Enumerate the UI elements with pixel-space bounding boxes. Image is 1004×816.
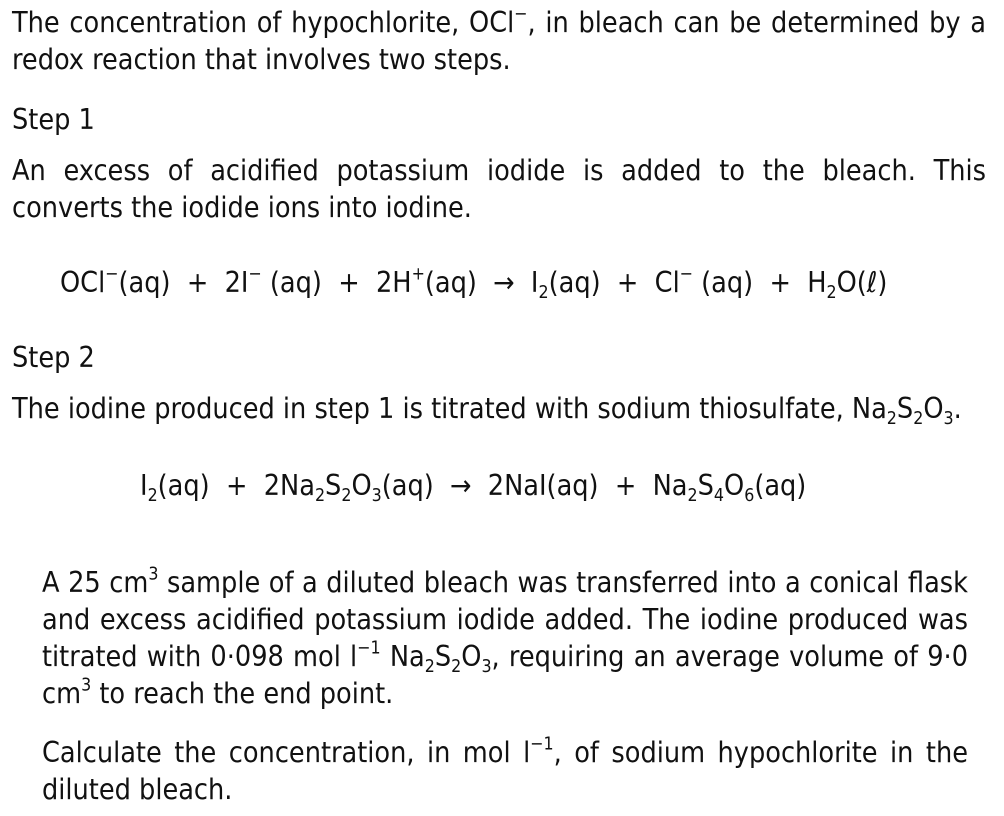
step2-heading: Step 2 <box>12 341 95 374</box>
step1-equation: OCl−(aq) + 2I− $(aq) + 2H^+(aq) \to I_2(aq) + Cl^-$ $(aq) + H_2O(\ell)$ <box>60 264 888 304</box>
step1-paragraph: An excess of acidified potassium iodide is added to the bleach. This converts the iodide ions into iodine. <box>12 154 986 224</box>
question-task-paragraph: Calculate the concentration, in mol $l^{-1}$, of sodium hypochlorite in the diluted bleach. <box>42 734 968 806</box>
intro-text-b: , in bleach can be determined by a redox reaction that involves two steps. <box>12 6 986 76</box>
step1-heading: Step 1 <box>12 103 95 136</box>
intro-charge: − <box>514 4 528 25</box>
step2-paragraph: The iodine produced in step 1 is titrated with sodium thiosulfate, $Na_2S_2O_3$. <box>12 392 962 430</box>
intro-text-a: The concentration of hypochlorite, OCl <box>12 6 515 39</box>
question-context-paragraph: A 25 $cm^3$ sample of a diluted bleach was transferred into a conical flask and excess acidified potassium iodide added. The iodine produced was titrated with 0·098 mol $l^{-1}$ $Na_2S_2O_3$, requiring an average volume of 9·0 $cm^3$ to reach the end point. <box>42 564 968 710</box>
step2-equation: $I_2(aq) + 2Na_2S_2O_3(aq) \to 2NaI(aq) + Na_2S_4O_6(aq)$ <box>140 469 807 507</box>
intro-paragraph <box>12 4 986 78</box>
